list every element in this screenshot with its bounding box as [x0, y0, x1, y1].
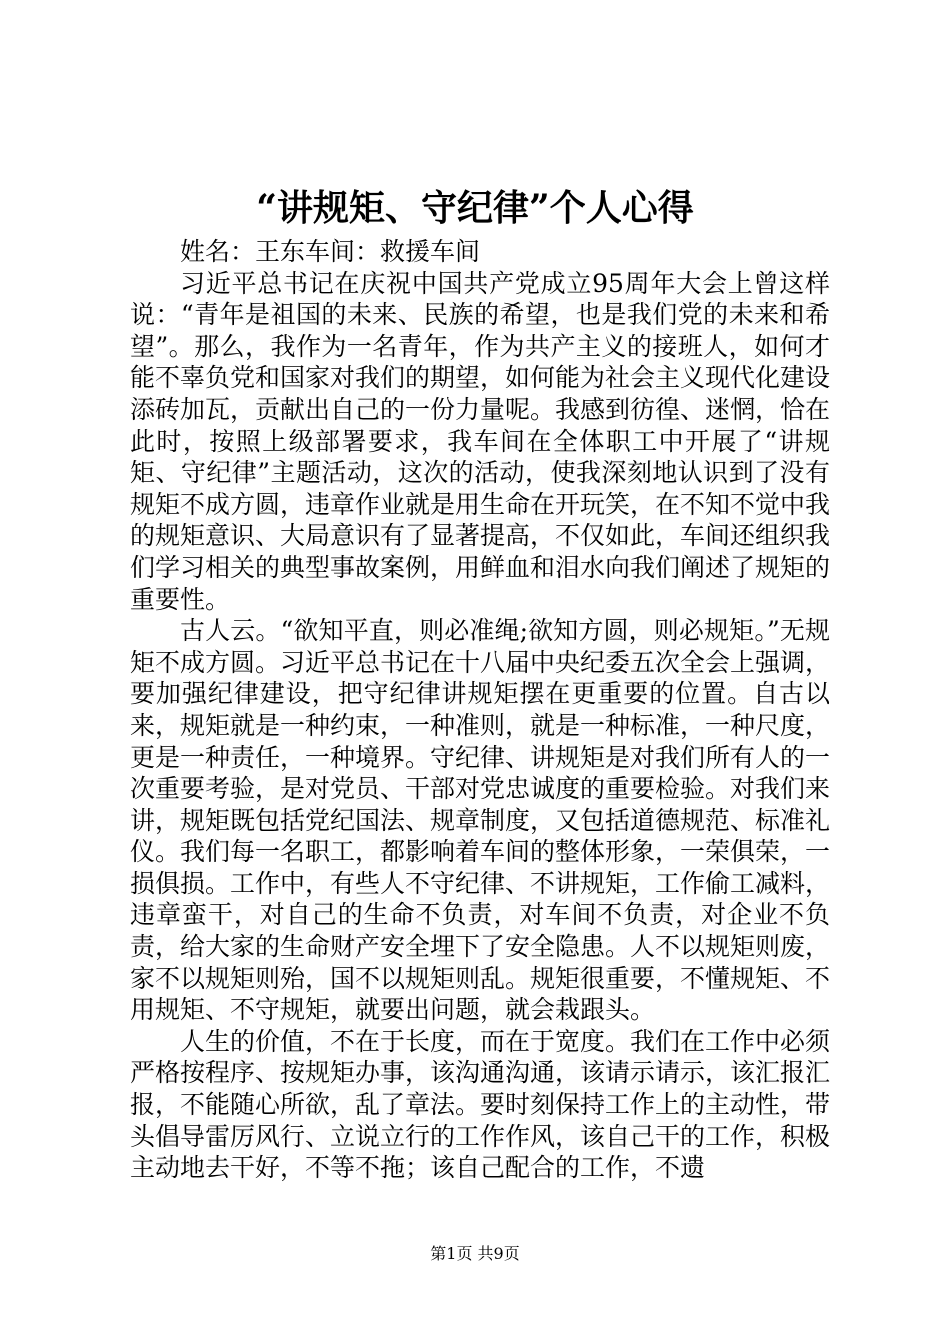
paragraph-2: 古人云。“欲知平直，则必准绳;欲知方圆，则必规矩。”无规矩不成方圆。习近平总书记在十八届中央纪委五次全会上强调，要加强纪律建设，把守纪律讲规矩摆在更重要的位置。自古以来，规矩就是一种约束，一种准则，就是一种标准，一种尺度，更是一种责任，一种境界。守纪律、讲规矩是对我们所有人的一次重要考验，是对党员、干部对党忠诚度的重要检验。对我们来讲，规矩既包括党纪国法、规章制度，又包括道德规范、标准礼仪。我们每一名职工，都影响着车间的整体形象，一荣俱荣，一损俱损。工作中，有些人不守纪律、不讲规矩，工作偷工减料，违章蛮干，对自己的生命不负责，对车间不负责，对企业不负责，给大家的生命财产安全埋下了安全隐患。人不以规矩则废，家不以规矩则殆，国不以规矩则乱。规矩很重要，不懂规矩、不用规矩、不守规矩，就要出问题，就会栽跟头。	[130, 616, 831, 1025]
page-footer: 第1页 共9页	[430, 1244, 520, 1263]
author-line: 姓名：王东车间：救援车间	[180, 237, 481, 266]
paragraph-3: 人生的价值，不在于长度，而在于宽度。我们在工作中必须严格按程序、按规矩办事，该沟通沟通，该请示请示，该汇报汇报，不能随心所欲，乱了章法。要时刻保持工作上的主动性，带头倡导雷厉风行、立说立行的工作作风，该自己干的工作，积极主动地去干好，不等不拖；该自己配合的工作，不遗	[130, 1026, 831, 1183]
paragraph-1: 习近平总书记在庆祝中国共产党成立95周年大会上曾这样说：“青年是祖国的未来、民族的希望，也是我们党的未来和希望”。那么，我作为一名青年，作为共产主义的接班人，如何才能不辜负党和国家对我们的期望，如何能为社会主义现代化建设添砖加瓦，贡献出自己的一份力量呢。我感到彷徨、迷惘，恰在此时，按照上级部署要求，我车间在全体职工中开展了“讲规矩、守纪律”主题活动，这次的活动，使我深刻地认识到了没有规矩不成方圆，违章作业就是用生命在开玩笑，在不知不觉中我的规矩意识、大局意识有了显著提高，不仅如此，车间还组织我们学习相关的典型事故案例，用鲜血和泪水向我们阐述了规矩的重要性。	[130, 268, 831, 614]
document-body	[130, 236, 830, 1184]
page-title: “讲规矩、守纪律”个人心得	[256, 187, 694, 229]
